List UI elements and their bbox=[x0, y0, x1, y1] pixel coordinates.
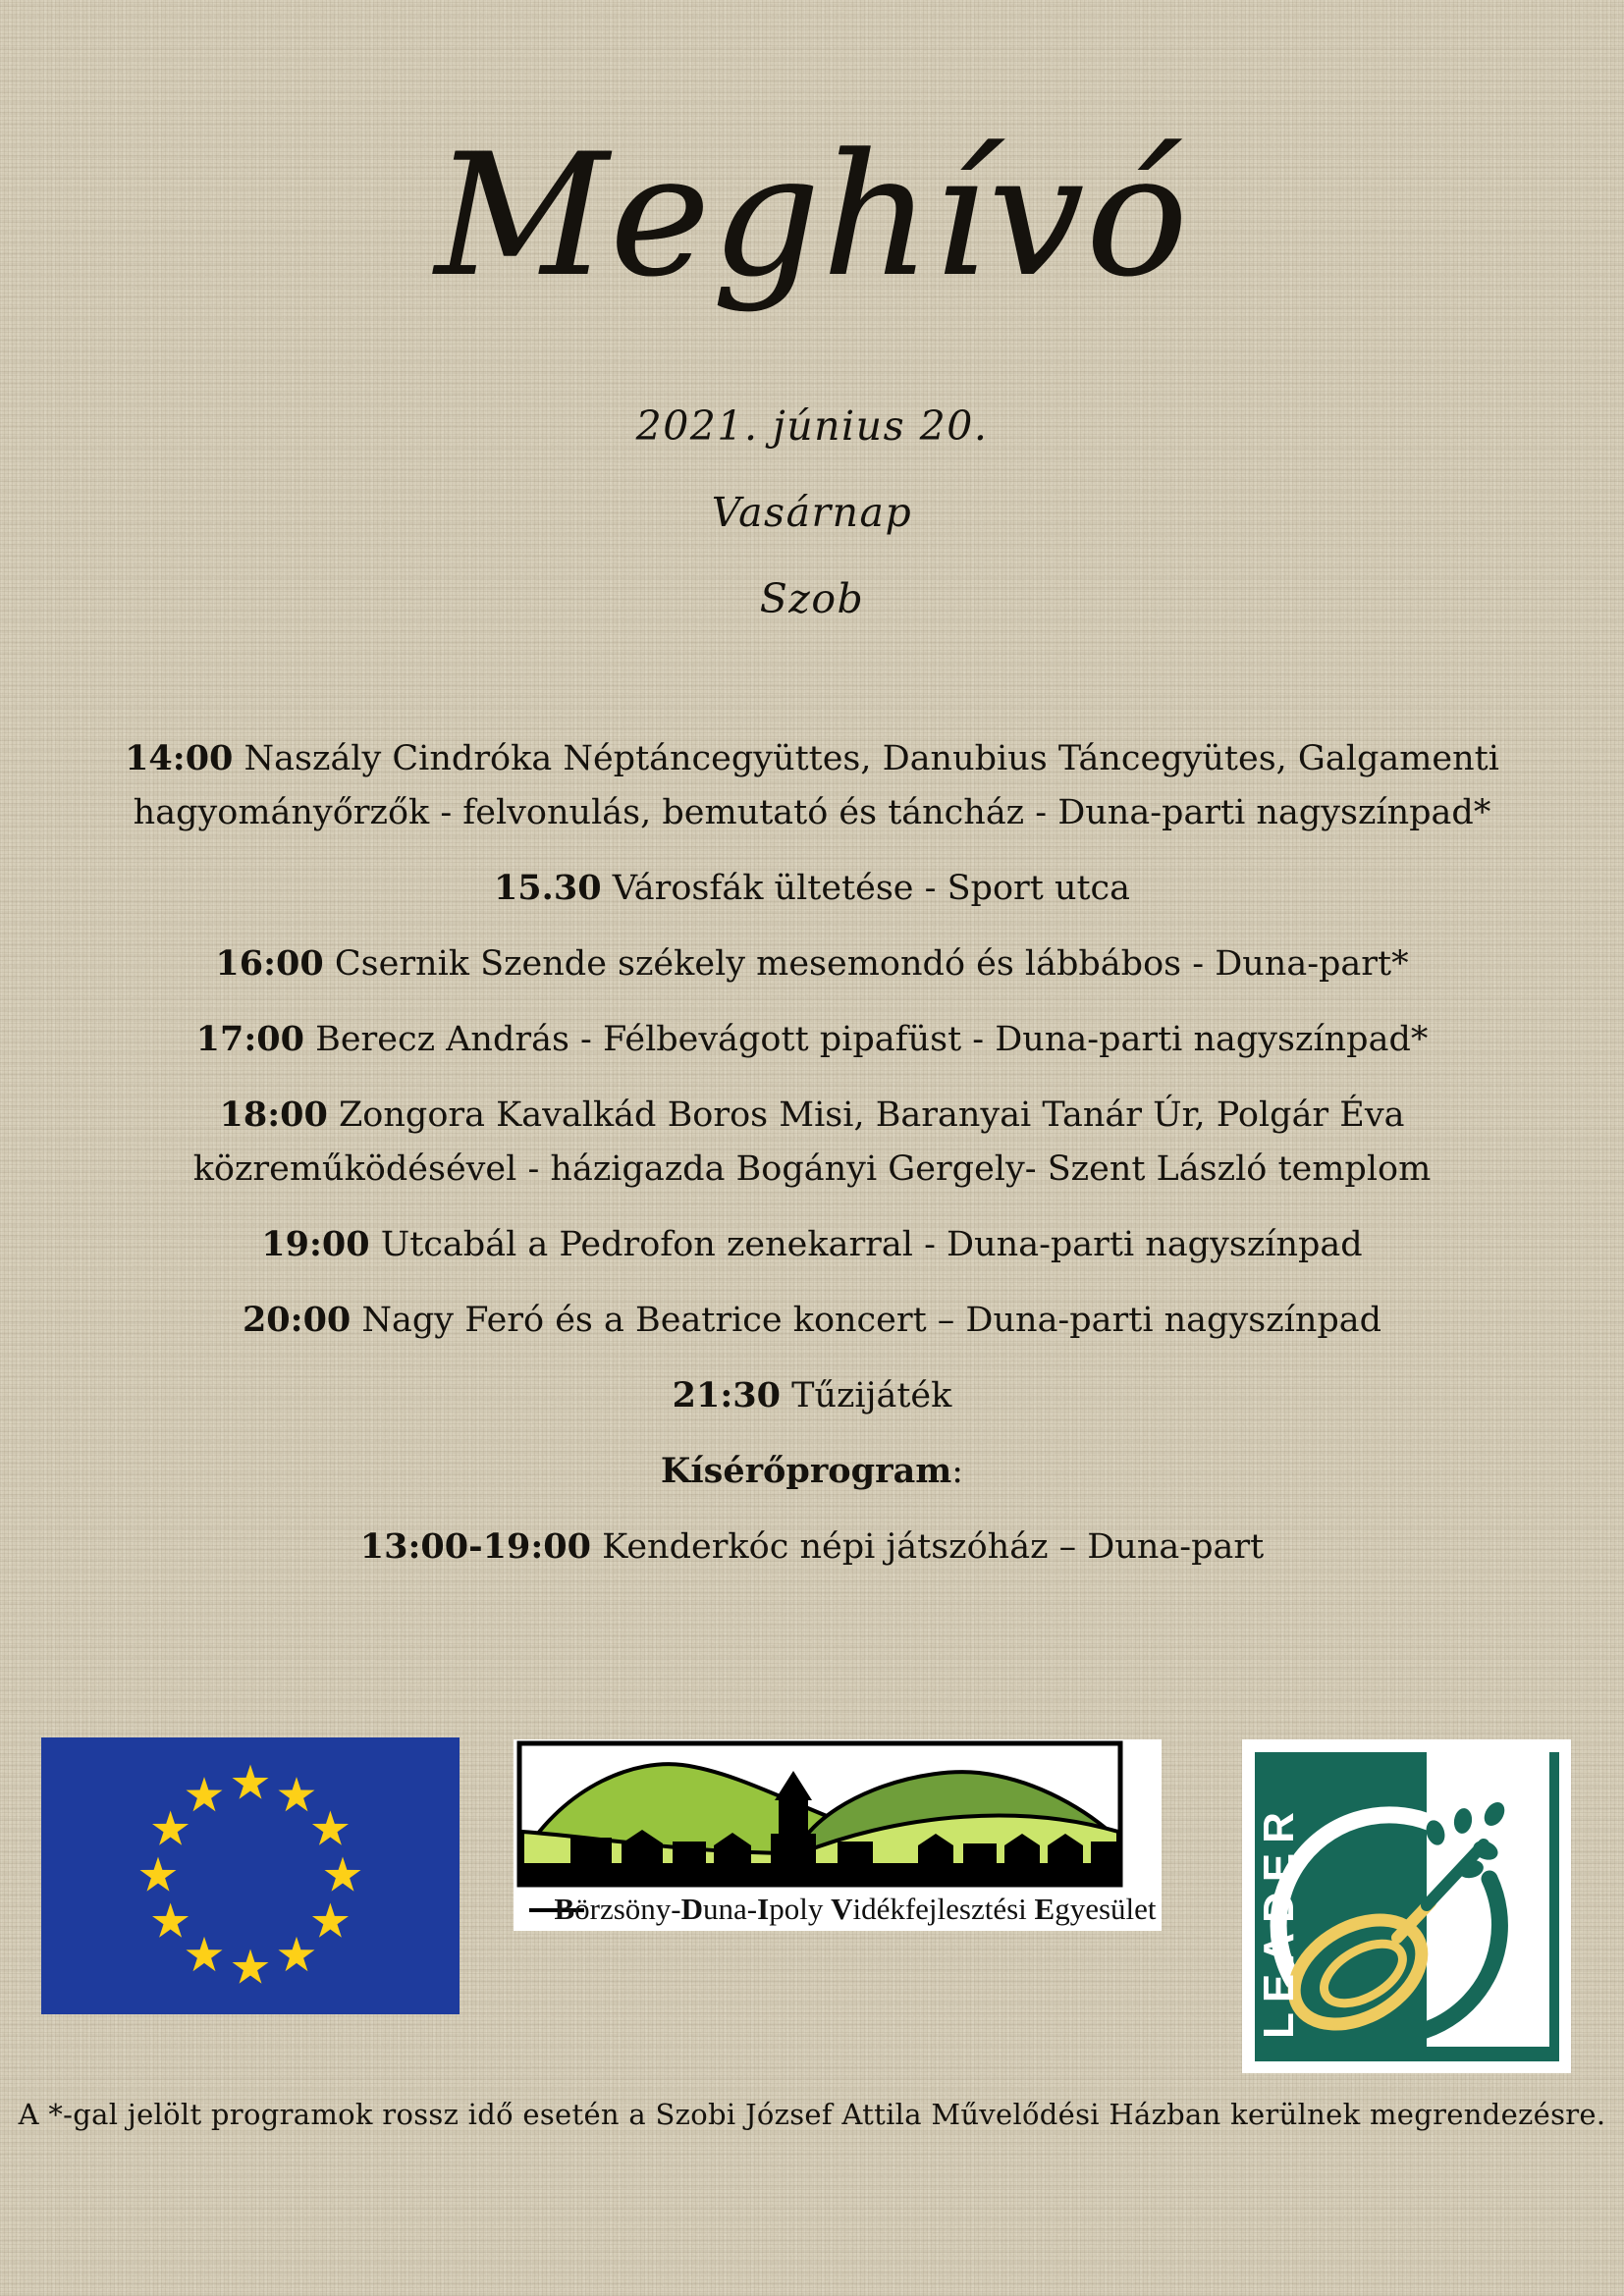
page-title: Meghívó bbox=[434, 117, 1190, 314]
date-block bbox=[0, 383, 1624, 642]
program-schedule bbox=[105, 731, 1519, 1595]
hills-village-icon bbox=[519, 1743, 1120, 1885]
bdi-caption: Börzsöny-Duna-Ipoly Vidékfejlesztési Egyesület bbox=[554, 1892, 1157, 1926]
eu-flag-logo bbox=[41, 1737, 460, 2014]
schedule-entry: 15.30 Városfák ültetése - Sport utca bbox=[493, 868, 1131, 908]
bdi-association-logo bbox=[514, 1739, 1162, 1931]
leader-logo bbox=[1242, 1739, 1571, 2073]
schedule-entry: Kísérőprogram: bbox=[660, 1451, 964, 1491]
schedule-entry: 20:00 Nagy Feró és a Beatrice koncert – Duna-parti nagyszínpad bbox=[242, 1300, 1382, 1340]
schedule-entry: 21:30 Tűzijáték bbox=[672, 1375, 952, 1415]
schedule-entry: 18:00 Zongora Kavalkád Boros Misi, Baranyai Tanár Úr, Polgár Éva közreműködésével - házigazda Bogányi Gergely- Szent László templom bbox=[192, 1095, 1432, 1189]
schedule-entry: 19:00 Utcabál a Pedrofon zenekarral - Duna-parti nagyszínpad bbox=[261, 1224, 1363, 1264]
event-place: Szob bbox=[759, 575, 865, 622]
schedule-entry: 17:00 Berecz András - Félbevágott pipafüst - Duna-parti nagyszínpad* bbox=[195, 1019, 1429, 1059]
footer-note: A *-gal jelölt programok rossz idő esetén a Szobi József Attila Művelődési Házban kerülnek megrendezésre. bbox=[18, 2098, 1606, 2131]
event-date: 2021. június 20. bbox=[635, 402, 989, 450]
leader-white-band bbox=[1427, 1752, 1549, 2047]
schedule-entry: 14:00 Naszály Cindróka Néptáncegyüttes, Danubius Táncegyütes, Galgamenti hagyományőrzők - felvonulás, bemutató és táncház - Duna-parti nagyszínpad* bbox=[125, 738, 1499, 832]
leader-wordmark: LEADER bbox=[1255, 1802, 1303, 2039]
schedule-entry: 16:00 Csernik Szende székely mesemondó és lábbábos - Duna-part* bbox=[215, 943, 1409, 984]
event-day: Vasárnap bbox=[711, 489, 913, 536]
schedule-entry: 13:00-19:00 Kenderkóc népi játszóház – Duna-part bbox=[359, 1526, 1265, 1567]
